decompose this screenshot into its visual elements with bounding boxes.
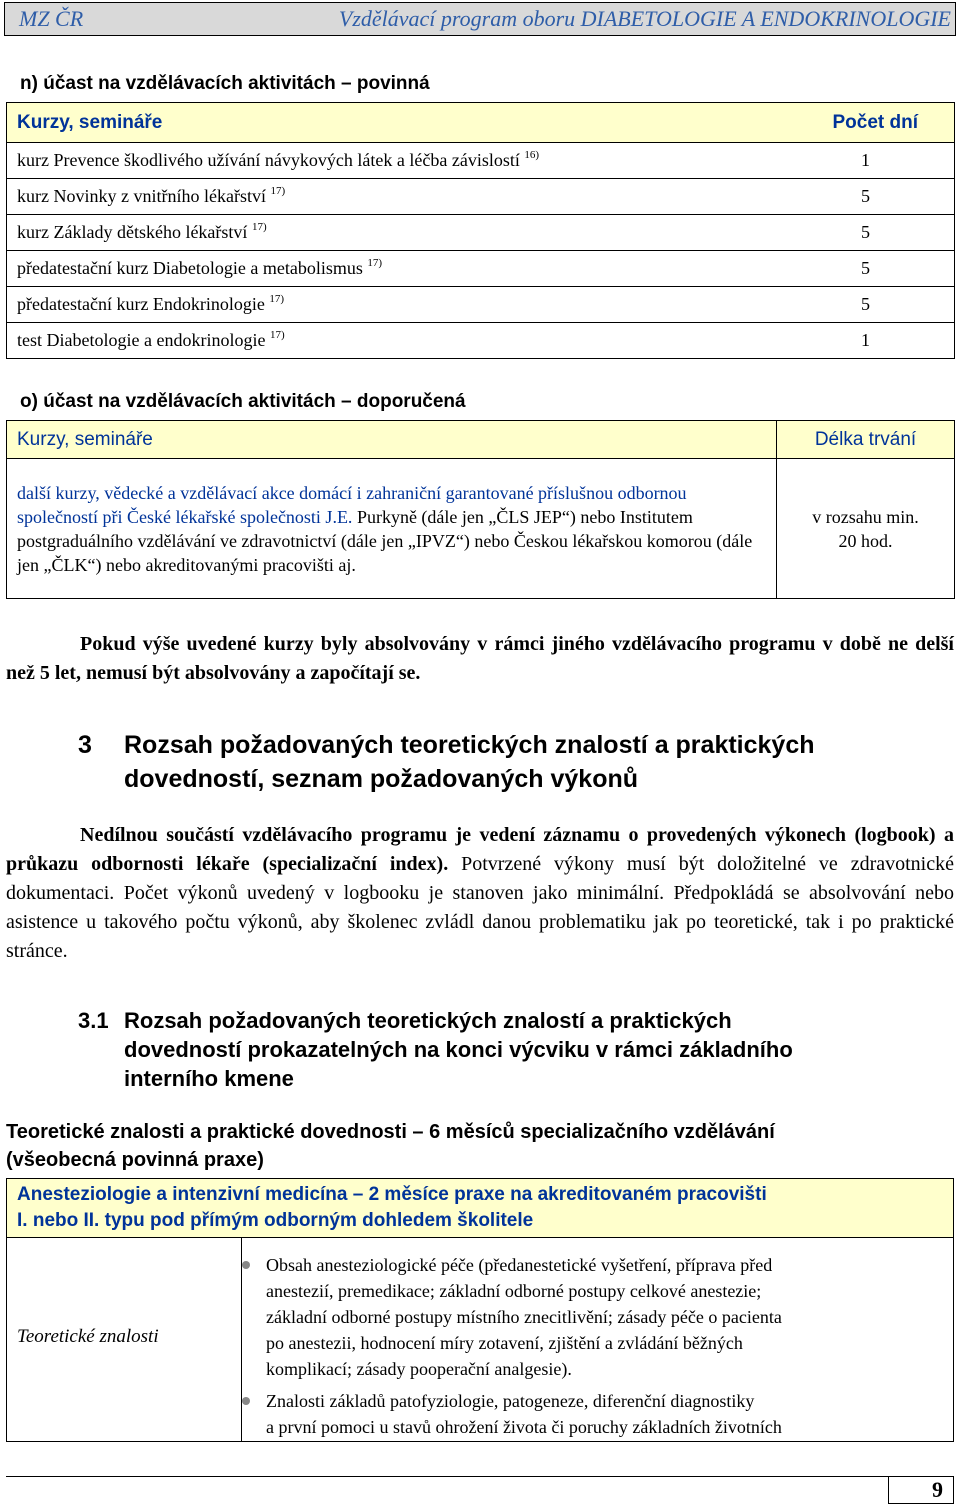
course-days: 5	[767, 287, 955, 323]
section-3-title-line-1: Rozsah požadovaných teoretických znalostí a praktických	[124, 731, 815, 759]
table-header-row	[7, 421, 955, 459]
list-item	[242, 1252, 932, 1382]
course-name: kurz Prevence škodlivého užívání návykových látek a léčba závislostí	[17, 150, 520, 170]
header-program-title: Vzdělávací program oboru DIABETOLOGIE A ENDOKRINOLOGIE	[338, 6, 951, 31]
course-days: 1	[767, 143, 955, 179]
theory-label: Teoretické znalosti	[17, 1326, 159, 1347]
footnote-ref: 17)	[367, 257, 383, 269]
section-3-1-title-line-1: Rozsah požadovaných teoretických znalostí a praktických	[124, 1008, 732, 1033]
guarantee-text: další kurzy, vědecké a vzdělávací akce domácí i zahraniční garantované příslušnou odbornou společností při České lékařské společnosti J.E.	[17, 482, 687, 527]
bullet-line: anestezií, premedikace; základní odborné postupy celkové anestezie;	[266, 1281, 762, 1301]
duration-cell	[777, 459, 955, 599]
bullet-line: Obsah anesteziologické péče (předanestetické vyšetření, příprava před	[266, 1255, 773, 1275]
course-name: test Diabetologie a endokrinologie	[17, 330, 266, 350]
header-ministry: MZ ČR	[19, 6, 84, 31]
duration-line-1: v rozsahu min.	[812, 506, 919, 527]
section-3-1-number: 3.1	[78, 1008, 109, 1033]
subhead-line-2: (všeobecná povinná praxe)	[6, 1149, 264, 1171]
bullet-line: a první pomoci u stavů ohrožení života či poruchy základních životních	[266, 1417, 782, 1437]
bullet-line: po anestezii, hodnocení míry zotavení, zjištění a zvládání běžných	[266, 1333, 743, 1353]
subhead-line-1: Teoretické znalosti a praktické dovednosti – 6 měsíců specializačního vzdělávání	[6, 1121, 775, 1143]
table-row	[7, 143, 955, 179]
table-row	[7, 179, 955, 215]
footnote-ref: 17)	[270, 185, 286, 197]
bullet-line: komplikací; zásady pooperační analgesie).	[266, 1359, 572, 1379]
anesthesiology-box	[6, 1178, 954, 1238]
col-courses-header: Kurzy, semináře	[7, 421, 777, 459]
table-row	[7, 215, 955, 251]
course-name: kurz Novinky z vnitřního lékařství	[17, 186, 266, 206]
section-3-title-line-2: dovedností, seznam požadovaných výkonů	[124, 765, 639, 793]
footnote-ref: 16)	[524, 149, 540, 161]
footnote-ref: 17)	[251, 221, 267, 233]
courses-credit-note: Pokud výše uvedené kurzy byly absolvovány v rámci jiného vzdělávacího programu v době ne delší než 5 let, nemusí být absolvovány a započítají se.	[6, 633, 954, 684]
bullet-icon	[242, 1397, 250, 1405]
mandatory-courses-table	[6, 102, 955, 359]
bullet-line: Znalosti základů patofyziologie, patogeneze, diferenční diagnostiky	[266, 1391, 755, 1411]
section-n-title: n) účast na vzdělávacích aktivitách – povinná	[20, 73, 430, 94]
course-name: předatestační kurz Diabetologie a metabolismus	[17, 258, 363, 278]
course-name: předatestační kurz Endokrinologie	[17, 294, 265, 314]
table-header-row	[7, 103, 955, 143]
bullet-line: základní odborné postupy místního znecitlivění; zásady péče o pacienta	[266, 1307, 782, 1327]
section-3-paragraph	[6, 821, 954, 966]
course-days: 5	[767, 215, 955, 251]
page-header	[4, 2, 956, 36]
list-item	[242, 1388, 932, 1440]
recommended-courses-text	[7, 459, 777, 599]
logbook-details: Potvrzené výkony musí být doložitelné ve zdravotnické dokumentaci. Počet výkonů uvedený v logbooku je stanoven jako minimální. Předpokládá se absolvování nebo asistence u takového počtu výkonů, aby školenec zvládl danou problematiku jak po teoretické, tak i po praktické stránce.	[6, 853, 954, 962]
duration-line-2: 20 hod.	[838, 530, 893, 551]
course-days: 5	[767, 251, 955, 287]
table-row	[7, 459, 955, 599]
col-duration-header: Délka trvání	[777, 421, 955, 459]
col-days-header: Počet dní	[767, 103, 955, 143]
footnote-ref: 17)	[269, 293, 285, 305]
section-o-title: o) účast na vzdělávacích aktivitách – doporučená	[20, 391, 466, 412]
bullet-icon	[242, 1261, 250, 1269]
anesthesiology-line-2: I. nebo II. typu pod přímým odborným dohledem školitele	[17, 1210, 534, 1231]
logbook-statement: Nedílnou součástí vzdělávacího programu je vedení záznamu o provedených výkonech (logbook) a průkazu odbornosti lékaře (specializační index).	[6, 824, 954, 875]
footer-divider	[6, 1476, 954, 1477]
course-days: 1	[767, 323, 955, 359]
course-days: 5	[767, 179, 955, 215]
page-number: 9	[888, 1477, 954, 1504]
table-row	[7, 287, 955, 323]
table-row	[7, 251, 955, 287]
table-row	[7, 323, 955, 359]
col-courses-header: Kurzy, semináře	[7, 103, 767, 143]
course-name: kurz Základy dětského lékařství	[17, 222, 248, 242]
section-3-1-title-line-3: interního kmene	[124, 1066, 294, 1091]
anesthesiology-line-1: Anesteziologie a intenzivní medicína – 2 měsíce praxe na akreditovaném pracovišti	[17, 1184, 767, 1205]
organizations-text: Purkyně (dále jen „ČLS JEP“) nebo Institutem postgraduálního vzdělávání ve zdravotnictví (dále jen „IPVZ“) nebo Českou lékařskou komorou (dále jen „ČLK“) nebo akreditovanými pracovišti aj.	[17, 506, 753, 575]
recommended-courses-table	[6, 420, 955, 599]
footnote-ref: 17)	[269, 329, 285, 341]
section-3-number: 3	[78, 731, 92, 759]
section-3-1-title-line-2: dovedností prokazatelných na konci výcviku v rámci základního	[124, 1037, 793, 1062]
